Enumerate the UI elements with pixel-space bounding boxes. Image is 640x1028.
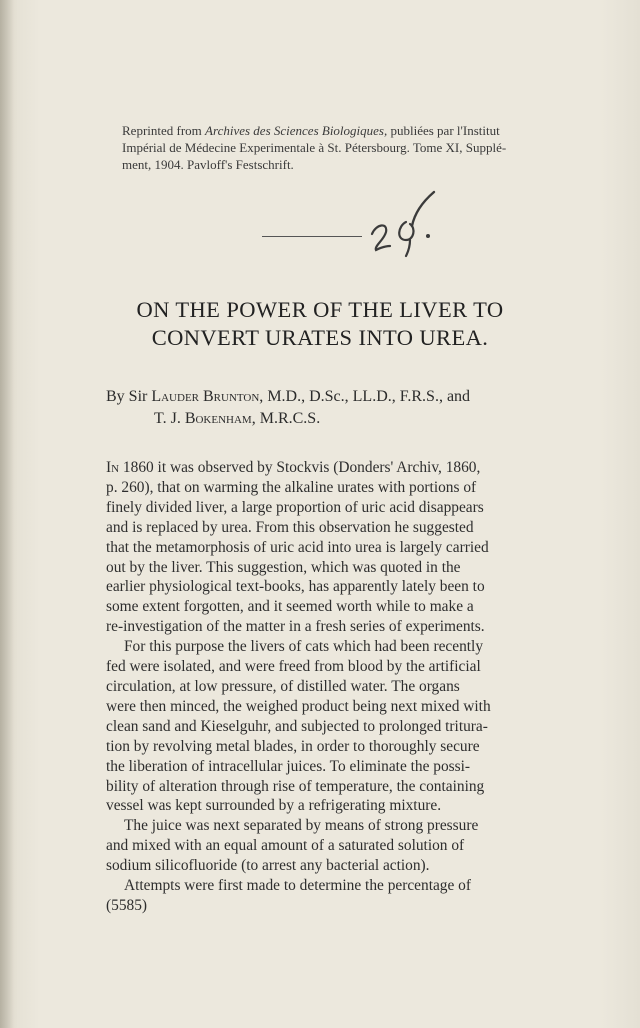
paragraph-2-line: circulation, at low pressure, of distilled water. The organs xyxy=(106,677,460,695)
handwritten-mark xyxy=(362,186,452,258)
paragraph-3-line: and mixed with an equal amount of a saturated solution of xyxy=(106,837,465,855)
journal-title: Archives des Sciences Biologiques, xyxy=(205,123,388,138)
reprint-note xyxy=(122,122,608,173)
article-body xyxy=(106,458,606,916)
paragraph-1-line: p. 260), that on warming the alkaline urates with portions of xyxy=(106,478,477,496)
article-title xyxy=(40,296,600,352)
author-name-brunton: Lauder Brunton, xyxy=(151,388,264,405)
paragraph-1-line: finely divided liver, a large proportion of uric acid disappears xyxy=(106,498,484,516)
paragraph-2-line: the liberation of intracellular juices. To eliminate the possi- xyxy=(106,757,471,775)
page-folio: (5585) xyxy=(106,896,148,914)
paragraph-2-line: tion by revolving metal blades, in order to thoroughly secure xyxy=(106,737,480,755)
paragraph-3-line: The juice was next separated by means of strong pressure xyxy=(124,817,479,835)
paragraph-2-line: For this purpose the livers of cats which had been recently xyxy=(124,638,484,656)
reprint-line-1: Reprinted from Archives des Sciences Biologiques, publiées par l'Institut xyxy=(122,123,500,138)
paragraph-1-line: out by the liver. This suggestion, which was quoted in the xyxy=(106,558,461,576)
separator-rule xyxy=(262,236,362,237)
paragraph-2-line: fed were isolated, and were freed from blood by the artificial xyxy=(106,658,481,676)
byline-line-1: By Sir Lauder Brunton, M.D., D.Sc., LL.D., F.R.S., and xyxy=(106,388,471,405)
paragraph-1-line: and is replaced by urea. From this observation he suggested xyxy=(106,518,474,536)
paragraph-2-line: vessel was kept surrounded by a refrigerating mixture. xyxy=(106,797,442,815)
author-name-bokenham: T. J. Bokenham, xyxy=(154,410,256,427)
binding-shadow xyxy=(0,0,14,1028)
paragraph-1-line: re-investigation of the matter in a fresh series of experiments. xyxy=(106,618,485,636)
paragraph-1-line: that the metamorphosis of uric acid into urea is largely carried xyxy=(106,538,489,556)
paragraph-2-line: clean sand and Kieselguhr, and subjected to prolonged tritura- xyxy=(106,717,488,735)
paragraph-3-line: sodium silicofluoride (to arrest any bacterial action). xyxy=(106,857,430,875)
title-line-1: ON THE POWER OF THE LIVER TO xyxy=(136,297,504,322)
title-line-2: CONVERT URATES INTO UREA. xyxy=(151,325,489,350)
byline-line-2: T. J. Bokenham, M.R.C.S. xyxy=(154,410,321,427)
reprint-line-2: Impérial de Médecine Experimentale à St. Pétersbourg. Tome XI, Supplé- xyxy=(122,140,507,155)
byline xyxy=(106,386,606,430)
paragraph-4-line: Attempts were first made to determine the percentage of xyxy=(124,877,472,895)
paragraph-2-line: bility of alteration through rise of temperature, the containing xyxy=(106,777,485,795)
paragraph-1-line: earlier physiological text-books, has apparently lately been to xyxy=(106,578,485,596)
reprint-line-3: ment, 1904. Pavloff's Festschrift. xyxy=(122,157,294,172)
paragraph-1-line-0: In 1860 it was observed by Stockvis (Donders' Archiv, 1860, xyxy=(106,459,481,476)
paragraph-1-line: some extent forgotten, and it seemed worth while to make a xyxy=(106,598,474,616)
paragraph-2-line: were then minced, the weighed product being next mixed with xyxy=(106,697,491,715)
